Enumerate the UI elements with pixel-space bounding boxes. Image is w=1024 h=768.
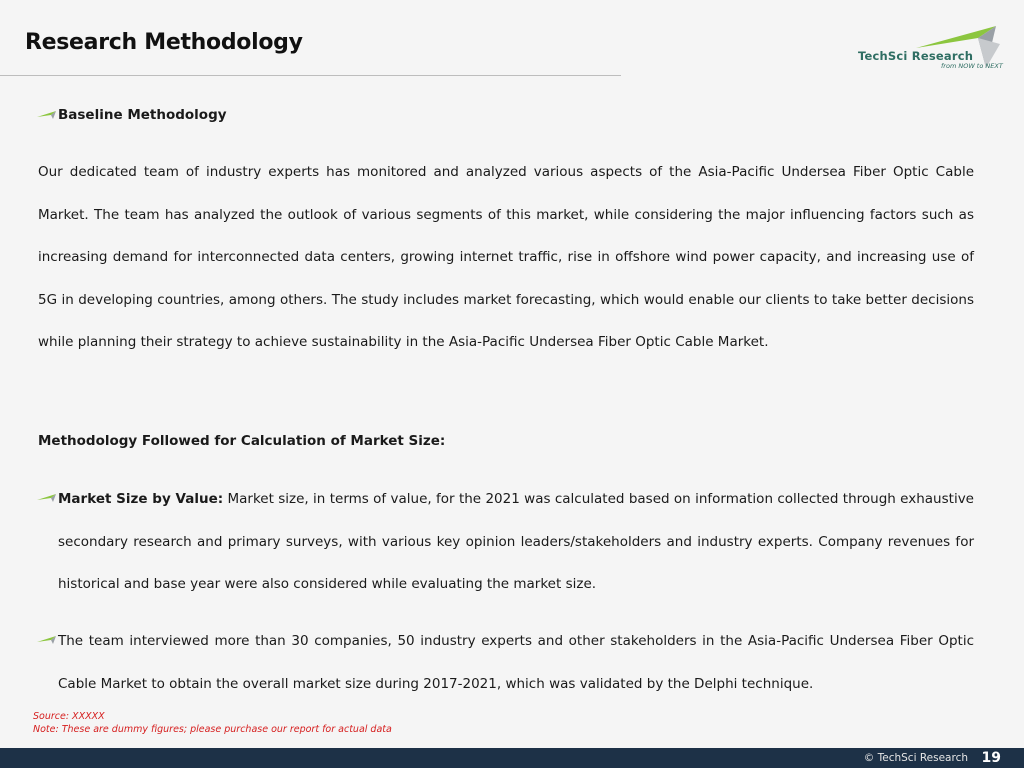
bullet-interviews: The team interviewed more than 30 companies, 50 industry experts and other stakeholders in the Asia-Pacific Undersea Fiber Optic Cable Market to obtain the overall market size during 2017-2021, which was validated by the Delphi technique.	[58, 633, 974, 692]
logo-tagline: from NOW to NEXT	[941, 62, 1003, 70]
company-logo	[856, 24, 1001, 72]
arrow-bullet-icon	[37, 110, 57, 120]
title-divider	[0, 75, 621, 76]
bullet-label: Market Size by Value:	[58, 491, 224, 507]
arrow-bullet-icon	[37, 635, 57, 645]
bullet-text: Market size, in terms of value, for the 2021 was calculated based on information collected through exhaustive secondary research and primary surveys, with various key opinion leaders/stakeholders and industry experts. Company revenues for historical and base year were also considered while evaluating the market size.	[58, 491, 974, 593]
logo-name: TechSci Research	[858, 49, 974, 63]
arrow-bullet-icon	[37, 493, 57, 503]
baseline-paragraph: Our dedicated team of industry experts has monitored and analyzed various aspects of the Asia-Pacific Undersea Fiber Optic Cable Market. The team has analyzed the outlook of various segments of this market, while considering the major influencing factors such as increasing demand for interconnected data centers, growing internet traffic, rise in offshore wind power capacity, and increasing use of 5G in developing countries, among others. The study includes market forecasting, which would enable our clients to take better decisions while planning their strategy to achieve sustainability in the Asia-Pacific Undersea Fiber Optic Cable Market.	[38, 164, 974, 351]
source-note	[33, 711, 392, 736]
method-heading: Methodology Followed for Calculation of Market Size:	[38, 433, 446, 449]
footer-copyright: © TechSci Research	[863, 752, 968, 764]
bullet-market-size	[58, 478, 974, 606]
footer-bar	[0, 748, 1024, 768]
page-number: 19	[981, 750, 1001, 766]
baseline-heading: Baseline Methodology	[58, 107, 227, 123]
source-line: Source: XXXXX	[33, 711, 105, 722]
disclaimer-line: Note: These are dummy figures; please purchase our report for actual data	[33, 723, 392, 735]
page-title: Research Methodology	[25, 30, 303, 55]
